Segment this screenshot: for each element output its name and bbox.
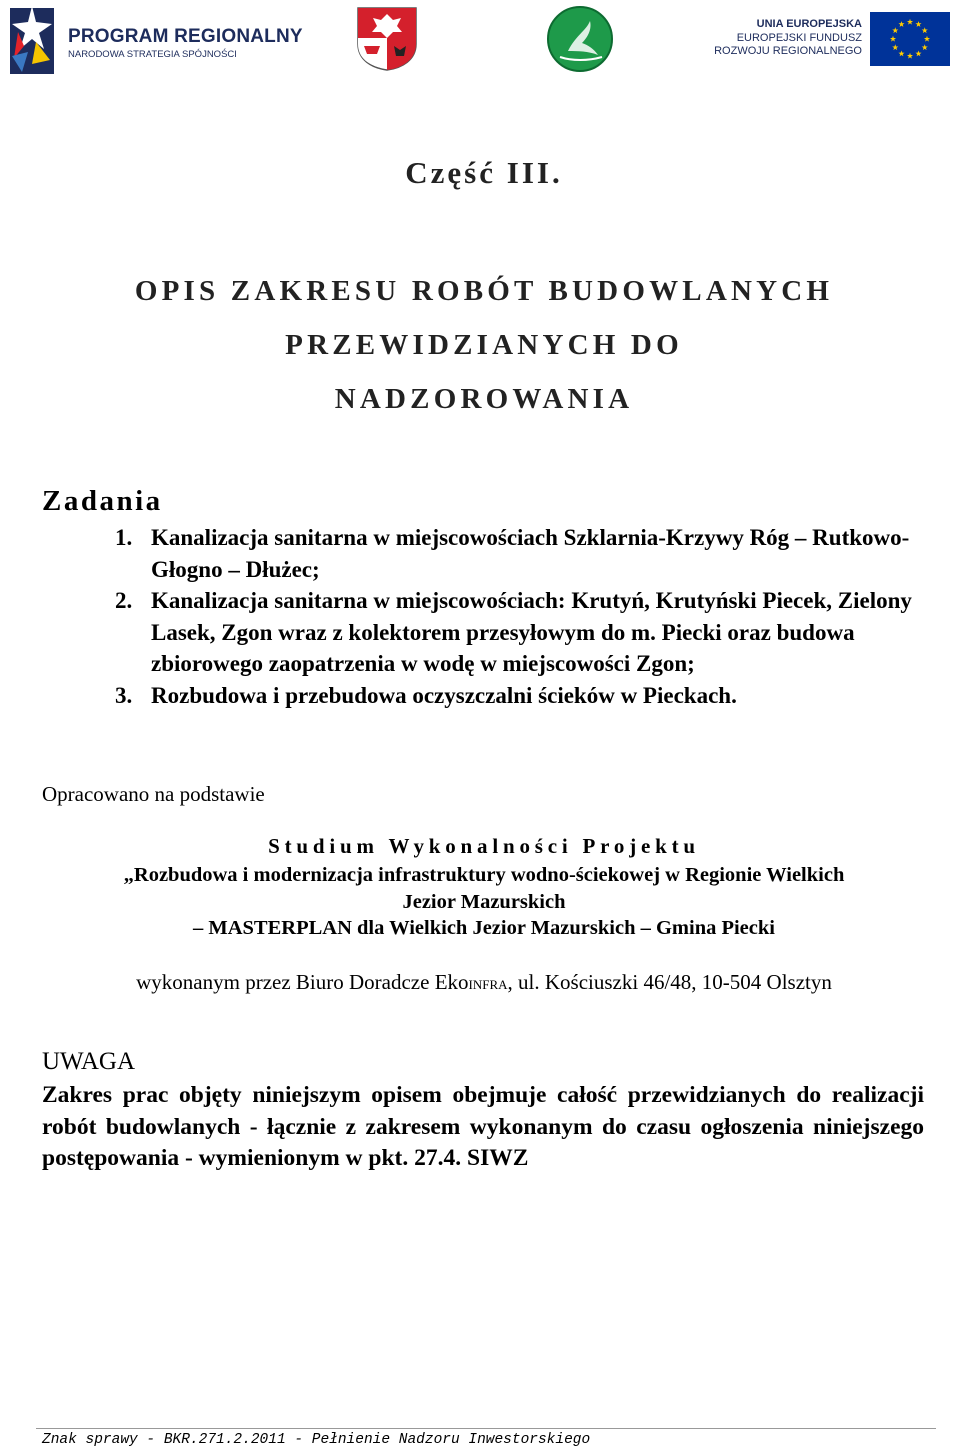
project-quote-line2: Jezior Mazurskich [402, 890, 566, 913]
eu-logo [714, 12, 954, 68]
made-by-prefix: wykonanym przez Biuro Doradcze Eko [136, 970, 469, 994]
made-by-infra: INFRA [468, 977, 508, 992]
made-by-line [0, 970, 960, 995]
project-quote-line3: – MASTERPLAN dla Wielkich Jezior Mazurskich – Gmina Piecki [193, 917, 775, 939]
note-text: Zakres prac objęty niniejszym opisem obejmuje całość przewidzianych do realizacji robót budowlanych - łącznie z zakresem wykonanym do czasu ogłoszenia niniejszego postępowania - wymienionym w pkt. 27.4. SIWZ [42, 1082, 924, 1171]
logo-bar [0, 0, 960, 80]
program-regionalny-star-icon [6, 2, 62, 76]
program-regionalny-logo [6, 2, 303, 76]
task-text: Kanalizacja sanitarna w miejscowościach Szklarnia-Krzywy Róg – Rutkowo- Głogno – Dłużec; [151, 525, 910, 582]
program-logo-subtitle: NARODOWA STRATEGIA SPÓJNOŚCI [68, 49, 237, 60]
note-heading: UWAGA [42, 1048, 136, 1075]
task-number: 2. [115, 588, 133, 613]
green-bird-circle-icon [546, 5, 614, 73]
task-text: Kanalizacja sanitarna w miejscowościach: Krutyń, Krutyński Piecek, Zielony Lasek, Zgon wraz z kolektorem przesyłowym do m. Piecki oraz budowa zbiorowego zaopatrzenia w wodę w miejscowości Zgon; [151, 588, 912, 676]
eu-logo-line1: UNIA EUROPEJSKA [756, 18, 862, 30]
main-title-line3: NADZOROWANIA [334, 383, 634, 415]
part-title: Część III. [405, 155, 563, 190]
footer-divider [36, 1428, 936, 1429]
eu-logo-line3: ROZWOJU REGIONALNEGO [714, 45, 862, 57]
task-number: 1. [115, 525, 133, 550]
study-title: Studium Wykonalności Projektu [268, 834, 700, 858]
task-item [115, 522, 935, 585]
footer-text: Znak sprawy - BKR.271.2.2011 - Pełnienie Nadzoru Inwestorskiego [42, 1432, 591, 1448]
task-item [115, 585, 935, 680]
task-number: 3. [115, 682, 133, 708]
main-title-line2: PRZEWIDZIANYCH DO [285, 329, 683, 361]
task-list [115, 522, 935, 711]
task-text: Rozbudowa i przebudowa oczyszczalni ścieków w Pieckach. [151, 682, 737, 708]
project-quote [0, 862, 960, 942]
task-item [115, 680, 935, 712]
eu-logo-line2: EUROPEJSKI FUNDUSZ [736, 32, 862, 44]
basis-intro: Opracowano na podstawie [42, 782, 265, 806]
program-logo-title: PROGRAM REGIONALNY [68, 26, 303, 47]
made-by-address: , ul. Kościuszki 46/48, 10-504 Olsztyn [507, 970, 832, 994]
main-title-line1: OPIS ZAKRESU ROBÓT BUDOWLANYCH [134, 275, 834, 307]
warmia-mazury-crest-icon [356, 6, 418, 72]
tasks-heading: Zadania [42, 485, 163, 517]
eu-flag-icon [870, 12, 950, 66]
project-quote-line1: „Rozbudowa i modernizacja infrastruktury wodno-ściekowej w Regionie Wielkich [123, 864, 845, 886]
